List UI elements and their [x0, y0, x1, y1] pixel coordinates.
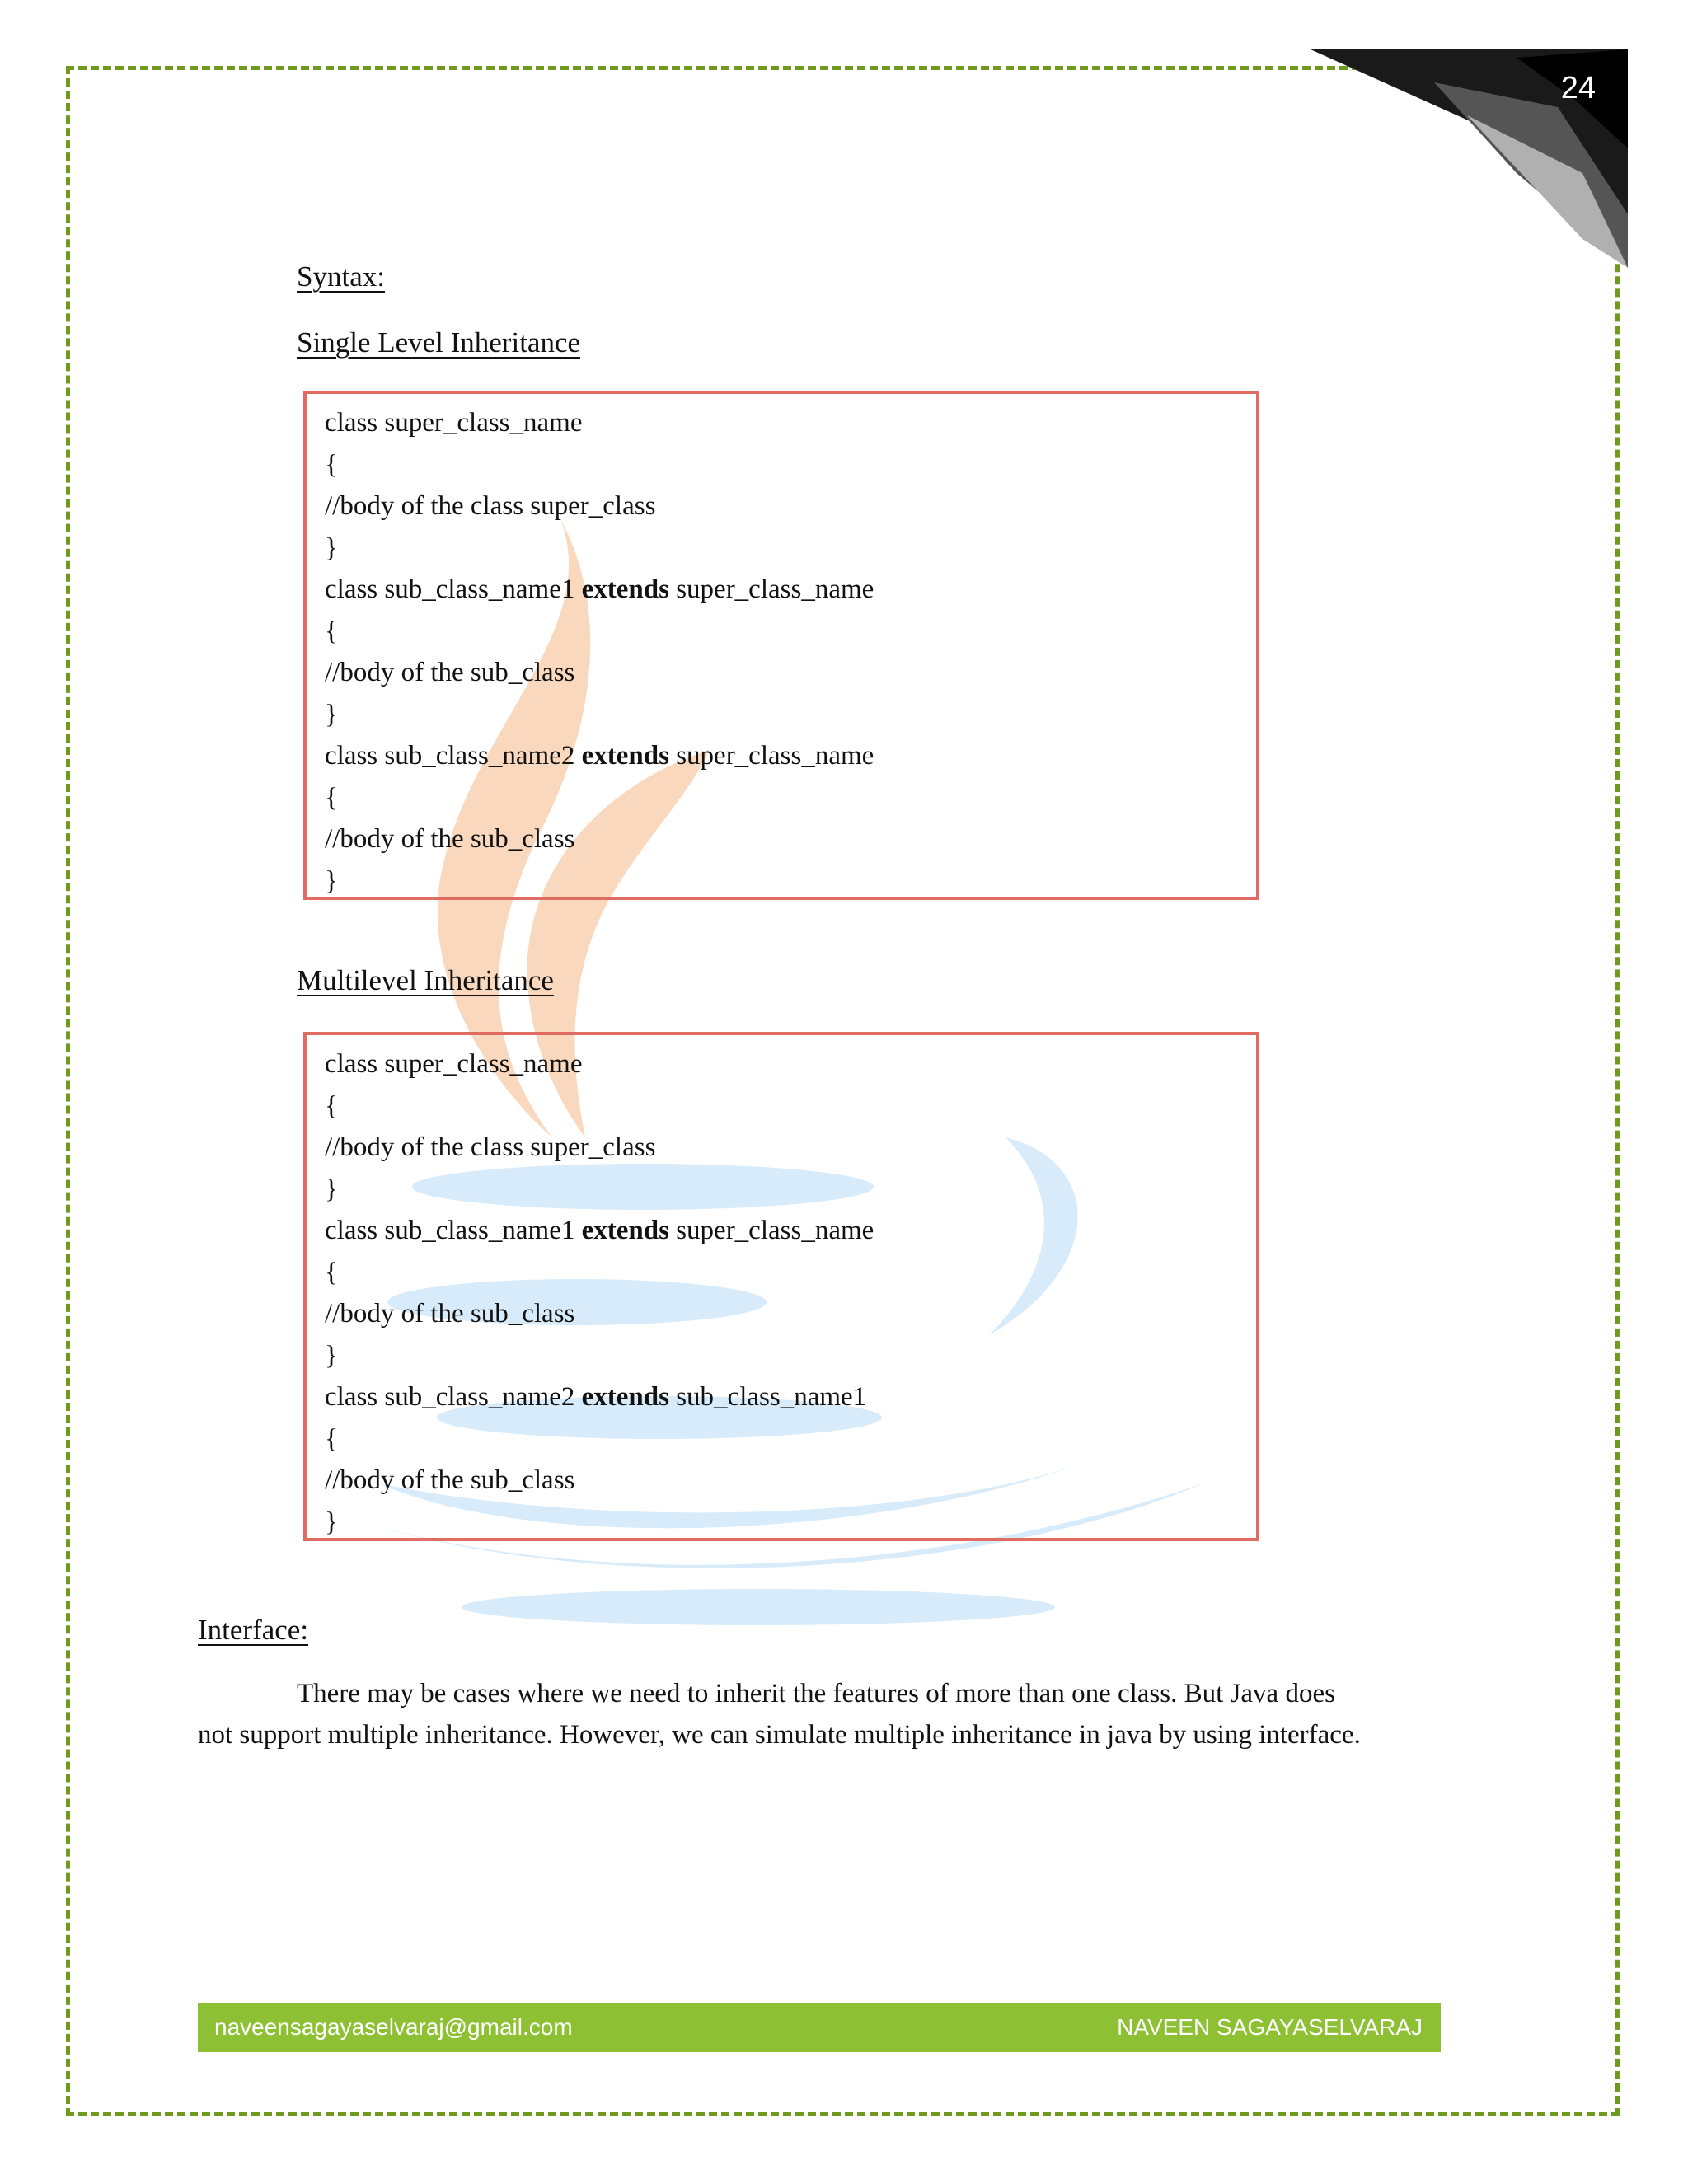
code-line: { — [325, 782, 338, 813]
extends-keyword: extends — [581, 1382, 669, 1412]
interface-paragraph-line-2: not support multiple inheritance. However, we can simulate multiple inheritance in java by using interface. — [198, 1720, 1361, 1750]
code-line: class sub_class_name2 extends super_class_name — [325, 741, 874, 771]
footer-email: naveensagayaselvaraj@gmail.com — [214, 2014, 573, 2040]
code-line: } — [325, 699, 338, 729]
syntax-heading: Syntax: — [297, 260, 385, 293]
footer-bar — [198, 2003, 1441, 2052]
code-line: } — [325, 1507, 338, 1537]
code-line: { — [325, 616, 338, 646]
code-line: } — [325, 1340, 338, 1371]
single-level-code-box — [303, 391, 1259, 900]
code-line: //body of the sub_class — [325, 1465, 575, 1495]
footer-author: NAVEEN SAGAYASELVARAJ — [1117, 2014, 1423, 2040]
code-line: class sub_class_name1 extends super_class_name — [325, 574, 874, 604]
code-line: } — [325, 532, 338, 563]
code-line: { — [325, 449, 338, 480]
interface-heading: Interface: — [198, 1614, 309, 1646]
code-line: class super_class_name — [325, 1049, 583, 1079]
extends-keyword: extends — [581, 574, 669, 604]
code-line: //body of the sub_class — [325, 658, 575, 687]
code-line: class sub_class_name1 extends super_class_name — [325, 1216, 874, 1245]
multilevel-heading: Multilevel Inheritance — [297, 964, 554, 996]
code-line: //body of the sub_class — [325, 824, 575, 854]
page-number: 24 — [1560, 71, 1596, 105]
code-line: class sub_class_name2 extends sub_class_name1 — [325, 1382, 867, 1412]
single-level-heading: Single Level Inheritance — [297, 326, 581, 359]
code-line: { — [325, 1423, 338, 1454]
code-line: { — [325, 1257, 338, 1287]
code-line: //body of the class super_class — [325, 1132, 656, 1162]
extends-keyword: extends — [581, 1216, 669, 1245]
interface-paragraph — [198, 1673, 1484, 1755]
code-line: class super_class_name — [325, 408, 583, 438]
code-line: } — [325, 1174, 338, 1204]
code-line: //body of the class super_class — [325, 491, 656, 521]
interface-paragraph-line-1: There may be cases where we need to inherit the features of more than one class. But Java does — [297, 1679, 1335, 1708]
code-line: //body of the sub_class — [325, 1299, 575, 1329]
multilevel-code-box — [303, 1032, 1259, 1541]
code-line: } — [325, 865, 338, 896]
code-line: { — [325, 1090, 338, 1121]
extends-keyword: extends — [581, 741, 669, 771]
